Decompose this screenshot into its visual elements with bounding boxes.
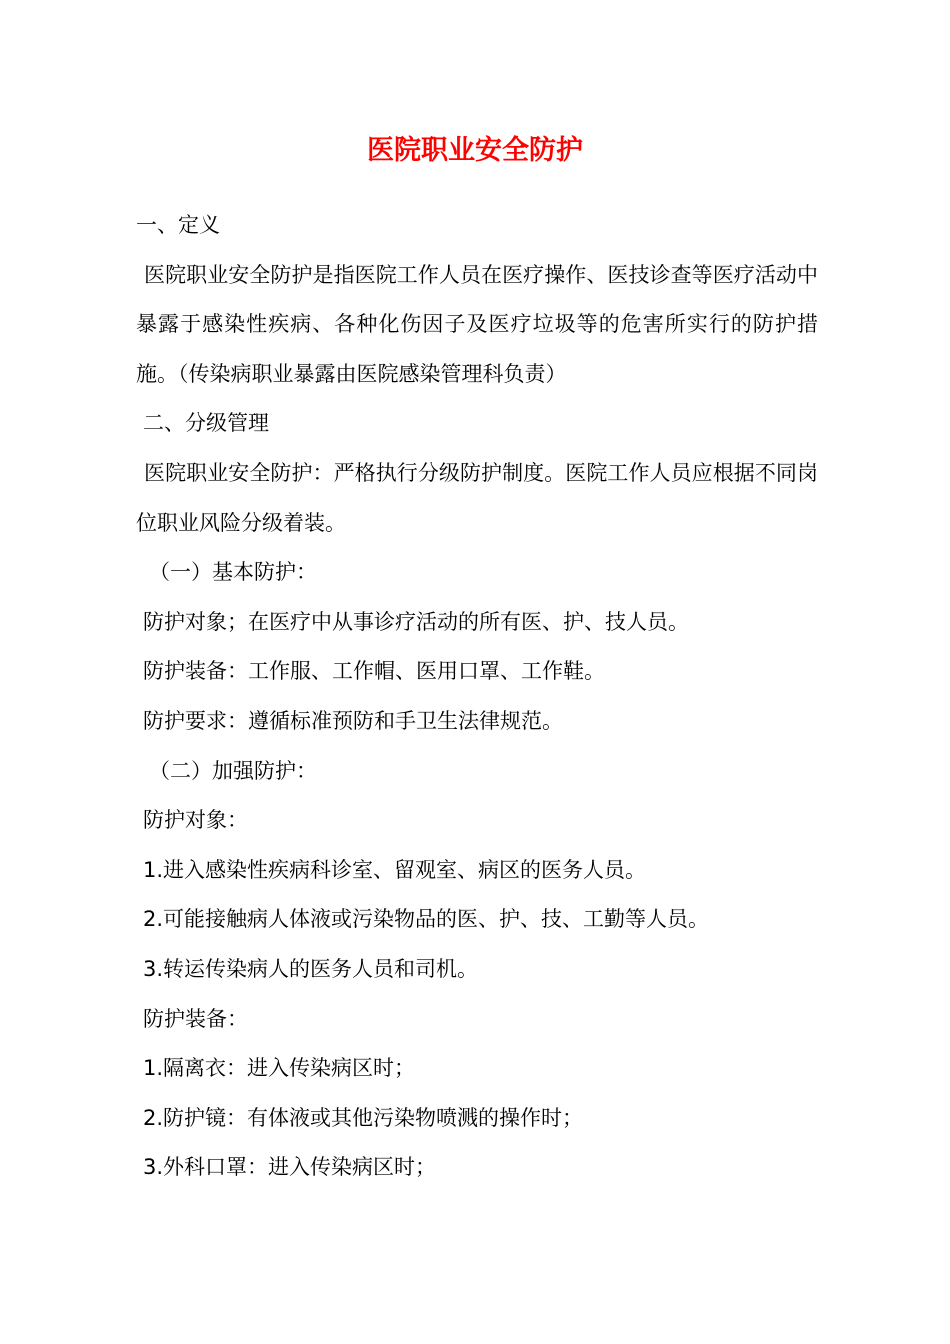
basic-protection-equipment: 防护装备：工作服、工作帽、医用口罩、工作鞋。 bbox=[143, 659, 605, 684]
list-item: 3.转运传染病人的医务人员和司机。 bbox=[143, 956, 479, 981]
document-body bbox=[136, 201, 818, 1193]
list-item: 3.外科口罩：进入传染病区时； bbox=[143, 1155, 437, 1180]
enhanced-protection-heading: （二）加强防护： bbox=[149, 758, 317, 783]
basic-protection-heading: （一）基本防护： bbox=[149, 560, 317, 585]
enhanced-equipment-label: 防护装备： bbox=[143, 1006, 248, 1031]
section-heading-grading: 二、分级管理 bbox=[143, 411, 269, 436]
enhanced-object-label: 防护对象： bbox=[143, 808, 248, 833]
section-heading-definition: 一、定义 bbox=[136, 213, 220, 237]
grading-paragraph: 医院职业安全防护：严格执行分级防护制度。医院工作人员应根据不同岗位职业风险分级着装。 bbox=[136, 460, 818, 535]
list-item: 1.进入感染性疾病科诊室、留观室、病区的医务人员。 bbox=[143, 857, 647, 882]
definition-paragraph: 医院职业安全防护是指医院工作人员在医疗操作、医技诊查等医疗活动中暴露于感染性疾病、各种化伤因子及医疗垃圾等的危害所实行的防护措施。（传染病职业暴露由医院感染管理科负责） bbox=[136, 262, 818, 386]
basic-protection-object: 防护对象；在医疗中从事诊疗活动的所有医、护、技人员。 bbox=[143, 609, 689, 634]
document-title: 医院职业安全防护 bbox=[367, 135, 583, 166]
basic-protection-requirement: 防护要求：遵循标准预防和手卫生法律规范。 bbox=[143, 708, 563, 733]
list-item: 2.防护镜：有体液或其他污染物喷溅的操作时； bbox=[143, 1105, 584, 1130]
list-item: 1.隔离衣：进入传染病区时； bbox=[143, 1056, 416, 1081]
list-item: 2.可能接触病人体液或污染物品的医、护、技、工勤等人员。 bbox=[143, 907, 710, 932]
